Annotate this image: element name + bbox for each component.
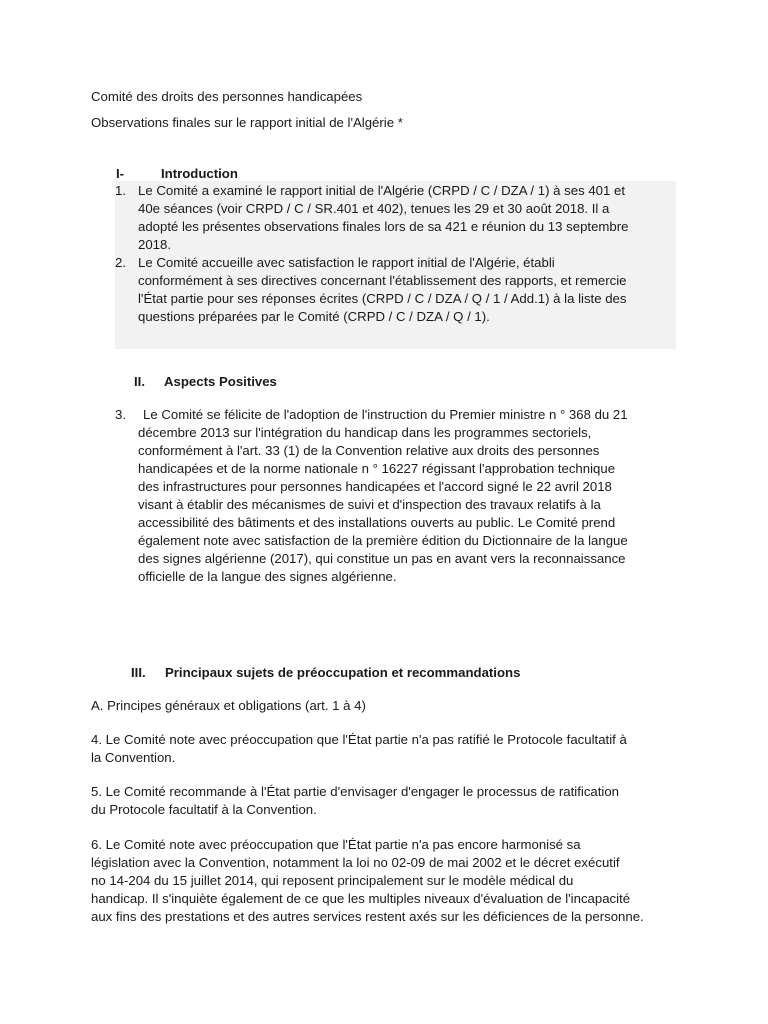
text-line: conformément à ses directives concernant l'établissement des rapports, et remercie (138, 273, 627, 288)
text-line: Le Comité se félicite de l'adoption de l'instruction du Premier ministre n ° 368 du 21 (143, 407, 628, 422)
text-line: 2018. (138, 237, 172, 252)
paragraph-5 (91, 783, 619, 819)
text-line: officielle de la langue des signes algérienne. (138, 569, 397, 584)
text-line: Le Comité a examiné le rapport initial de l'Algérie (CRPD / C / DZA / 1) à ses 401 et (138, 183, 626, 198)
text-line: aux fins des prestations et des autres services restent axés sur les déficiences de la personne. (91, 909, 644, 924)
paragraph-6 (91, 836, 644, 926)
item-1-text (138, 182, 628, 254)
section2-numeral: II. (134, 374, 145, 389)
item-2-number: 2. (115, 255, 126, 270)
text-line: Le Comité accueille avec satisfaction le rapport initial de l'Algérie, établi (138, 255, 555, 270)
document-subtitle: Observations finales sur le rapport initial de l'Algérie * (91, 115, 403, 130)
item-2-text (138, 254, 626, 326)
text-line: l'État partie pour ses réponses écrites (CRPD / C / DZA / Q / 1 / Add.1) à la liste des (138, 291, 627, 306)
item-3-number: 3. (115, 407, 126, 422)
section1-numeral: I- (116, 166, 125, 181)
text-line: 6. Le Comité note avec préoccupation que l'État partie n'a pas encore harmonisé sa (91, 837, 581, 852)
text-line: handicap. Il s'inquiète également de ce que les multiples niveaux d'évaluation de l'incapacité (91, 891, 631, 906)
text-line: accessibilité des bâtiments et des installations ouverts au public. Le Comité prend (138, 515, 616, 530)
text-line: questions préparées par le Comité (CRPD / C / DZA / Q / 1). (138, 309, 490, 324)
text-line: décembre 2013 sur l'intégration du handicap dans les programmes sectoriels, (138, 425, 592, 440)
text-line: 5. Le Comité recommande à l'État partie d'envisager d'engager le processus de ratification (91, 784, 620, 799)
text-line: du Protocole facultatif à la Convention. (91, 802, 317, 817)
text-line: des signes algérienne (2017), qui constitue un pas en avant vers la reconnaissance (138, 551, 626, 566)
text-line: visant à établir des mécanismes de suivi et d'inspection des travaux relatifs à la (138, 497, 601, 512)
section1-title: Introduction (161, 166, 238, 181)
text-line: des infrastructures pour personnes handicapées et l'accord signé le 22 avril 2018 (138, 479, 612, 494)
text-line: 40e séances (voir CRPD / C / SR.401 et 402), tenues les 29 et 30 août 2018. Il a (138, 201, 610, 216)
text-line: la Convention. (91, 750, 176, 765)
text-line: no 14-204 du 15 juillet 2014, qui reposent principalement sur le modèle médical du (91, 873, 574, 888)
text-line: également note avec satisfaction de la première édition du Dictionnaire de la langue (138, 533, 628, 548)
text-line: conformément à l'art. 33 (1) de la Convention relative aux droits des personnes (138, 443, 600, 458)
section2-title: Aspects Positives (164, 374, 277, 389)
committee-title: Comité des droits des personnes handicapées (91, 89, 363, 104)
paragraph-4 (91, 731, 627, 767)
text-line: 4. Le Comité note avec préoccupation que l'État partie n'a pas ratifié le Protocole facultatif à (91, 732, 627, 747)
subheading-general-principles: A. Principes généraux et obligations (art. 1 à 4) (91, 698, 366, 713)
text-line: législation avec la Convention, notamment la loi no 02-09 de mai 2002 et le décret exécutif (91, 855, 620, 870)
text-line: adopté les présentes observations finales lors de sa 421 e réunion du 13 septembre (138, 219, 629, 234)
item-1-number: 1. (115, 183, 126, 198)
section3-title: Principaux sujets de préoccupation et recommandations (165, 665, 521, 680)
item-3-text (138, 406, 628, 586)
section3-numeral: III. (131, 665, 146, 680)
text-line: handicapées et de la norme nationale n ° 16227 régissant l'approbation technique (138, 461, 616, 476)
